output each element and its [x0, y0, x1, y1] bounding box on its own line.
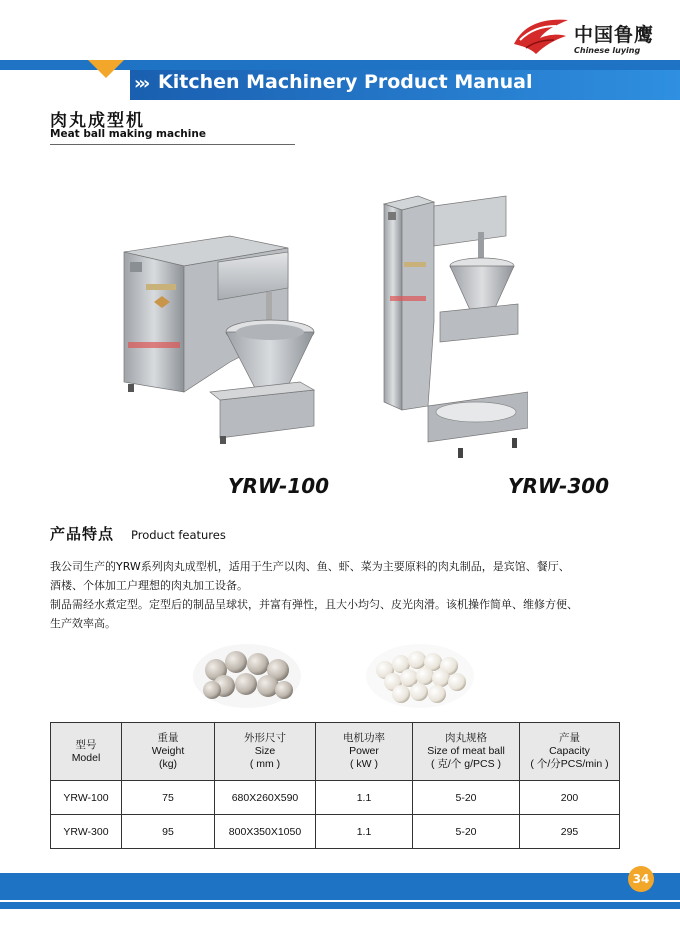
header-unit: ( 克/个 g/PCS ) — [430, 758, 501, 770]
header-capacity — [520, 723, 620, 781]
description-line: 制品需经水煮定型。定型后的制品呈球状，并富有弹性，且大小均匀、皮光肉滑。该机操作简单、维修方便、 — [50, 598, 578, 611]
product-title-en: Meat ball making machine — [50, 128, 206, 140]
description-line: 酒楼、个体加工户理想的肉丸加工设备。 — [50, 579, 248, 592]
header-unit: ( mm ) — [249, 758, 281, 770]
footer-stripe — [0, 902, 680, 909]
page-number-badge: 34 — [628, 866, 654, 892]
header-size — [215, 723, 316, 781]
header-cn: 型号 — [75, 738, 97, 751]
header-en: Size of meat ball — [427, 745, 505, 757]
cell-size: 800X350X1050 — [215, 815, 316, 849]
spec-table — [50, 722, 620, 849]
cell-weight: 95 — [122, 815, 215, 849]
meatball-photo-white — [365, 640, 475, 708]
header-unit: ( 个/分PCS/min ) — [530, 758, 609, 770]
header-en: Capacity — [549, 745, 590, 757]
double-chevron-icon: ››› — [134, 73, 148, 94]
features-heading-en: Product features — [131, 528, 226, 542]
table-header-row — [51, 723, 620, 781]
header-cn: 外形尺寸 — [244, 732, 286, 744]
model-label-yrw-100: YRW-100 — [228, 474, 330, 498]
product-title-cn: 肉丸成型机 — [50, 111, 145, 131]
header-model — [51, 723, 122, 781]
header-power — [316, 723, 413, 781]
cell-capacity: 200 — [520, 781, 620, 815]
table-row — [51, 781, 620, 815]
cell-meatball-size: 5-20 — [413, 815, 520, 849]
yrw-300-machine-image — [378, 192, 528, 464]
table-row — [51, 815, 620, 849]
header-meatball-size — [413, 723, 520, 781]
title-divider — [50, 144, 295, 145]
header-en: Weight — [151, 745, 185, 757]
manual-title: Kitchen Machinery Product Manual — [158, 71, 533, 93]
description-line: 我公司生产的YRW系列肉丸成型机，适用于生产以肉、鱼、虾、菜为主要原料的肉丸制品，是宾馆、餐厅、 — [50, 560, 570, 573]
cell-meatball-size: 5-20 — [413, 781, 520, 815]
header-unit: ( kW ) — [350, 758, 378, 770]
eagle-logo-icon — [510, 14, 572, 58]
cell-size: 680X260X590 — [215, 781, 316, 815]
brand-logo — [510, 12, 670, 62]
header-en: Power — [349, 745, 379, 757]
header-weight — [122, 723, 215, 781]
features-heading-cn: 产品特点 — [50, 525, 115, 543]
cell-weight: 75 — [122, 781, 215, 815]
meatball-photo-grey — [192, 640, 302, 708]
header-cn: 产量 — [559, 732, 580, 744]
header-cn: 电机功率 — [343, 732, 385, 744]
header-cn: 肉丸规格 — [445, 732, 487, 744]
features-description — [50, 557, 650, 633]
cell-model: YRW-300 — [51, 815, 122, 849]
header-en: Model — [71, 751, 101, 764]
header-en: Size — [254, 745, 276, 757]
cell-power: 1.1 — [316, 815, 413, 849]
description-line: 生产效率高。 — [50, 617, 116, 630]
logo-text-en: Chinese luying — [574, 46, 641, 55]
logo-text-cn: 中国鲁鹰 — [574, 24, 655, 46]
yrw-100-machine-image — [110, 222, 325, 452]
header-cn: 重量 — [157, 732, 179, 744]
footer-blue-band — [0, 873, 680, 900]
model-label-yrw-300: YRW-300 — [508, 474, 610, 498]
orange-tab-marker — [88, 60, 124, 78]
cell-capacity: 295 — [520, 815, 620, 849]
header-unit: (kg) — [158, 758, 178, 770]
cell-power: 1.1 — [316, 781, 413, 815]
cell-model: YRW-100 — [51, 781, 122, 815]
